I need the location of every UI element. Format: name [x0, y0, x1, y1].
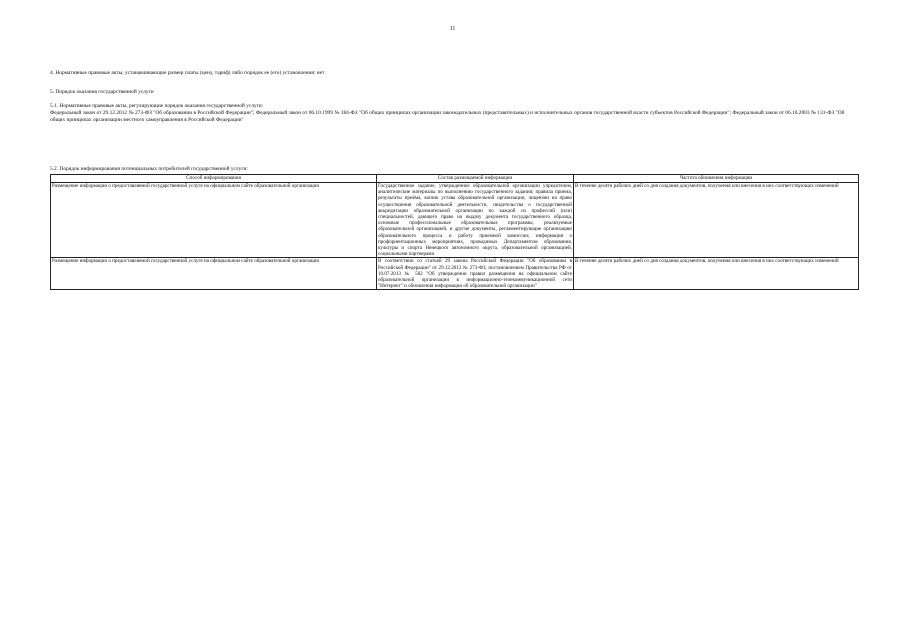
cell-frequency: В течение десяти рабочих дней со дня создания документов, получения или внесения в них соответствующих изменений — [574, 258, 859, 290]
section-4-text: 4. Нормативные правовые акты, устанавливающие размер платы (цену, тариф) либо порядок ее (его) установления: нет — [50, 70, 325, 76]
cell-method: Размещение информации о предоставляемой государственной услуге на официальном сайте образовательной организации — [51, 258, 377, 290]
cell-method: Размещение информации о предоставляемой государственной услуге на официальном сайте образовательной организации — [51, 183, 377, 258]
cell-content: Государственное задание, утвержденное образовательной организации учредителем, аналитические материалы по выполнению государственного задания; правила приема, результаты приёма, копию устава образовательной организации, лицензии на право осуществления образовательной деятельности, свидетельства о государственной аккредитации образовательной организации по каждой из профессий (или) специальностей, дающего право на выдачу документа государственного образца, основные профессиональные образовательные программы, реализуемые образовательной организацией, и другие документы, регламентирующие организацию образовательного процесса и работу приемной комиссии; информация о профориентационных мероприятиях, проводимых Департаментом образования, культуры и спорта Ненецкого автономного округа, образовательной организацией, социальными партнерами — [378, 183, 572, 258]
table-row — [51, 258, 859, 290]
header-content: Состав размещаемой информации — [377, 175, 574, 183]
header-frequency: Частота обновления информации — [574, 175, 859, 183]
table-row — [51, 183, 859, 258]
section-5-2-title: 5.2. Порядок информирования потенциальных потребителей государственной услуги: — [50, 166, 248, 172]
information-table — [50, 174, 859, 290]
cell-content: В соответствии со статьей 29 закона Российской Федерации "Об образовании в Российской Федерации" от 29.12.2012 № 273-ФЗ, постановлением Правительства РФ от 10.07.2013 № 582 "Об утверждении правил размещения на официальном сайте образовательной организации в информационно-телекоммуникационной сети "Интернет" и обновления информации об образовательной организации" — [378, 258, 572, 290]
section-5-title: 5. Порядок оказания государственной услуги — [50, 89, 154, 95]
table-header-row — [51, 175, 859, 183]
page-number: 11 — [449, 26, 456, 32]
header-method: Способ информирования — [51, 175, 377, 183]
section-5-1-text: Федеральный закон от 29.12.2012 № 273-ФЗ "Об образовании в Российской Федерации"; Федеральный закон от 06.10.1999 № 184-ФЗ "Об общих принципах организации законодательных (представительных) и исполнительных органов государственной власти субъектов Российской Федерации"; Федеральный закон от 06.10.2003 № 131-ФЗ "Об общих принципах организации местного самоуправления в Российской Федерации" — [50, 110, 845, 123]
section-5-1-title: 5.1. Нормативные правовые акты, регулирующие порядок оказания государственной услуги: — [50, 103, 264, 109]
cell-frequency: В течение десяти рабочих дней со дня создания документов, получения или внесения в них соответствующих изменений — [574, 183, 859, 258]
